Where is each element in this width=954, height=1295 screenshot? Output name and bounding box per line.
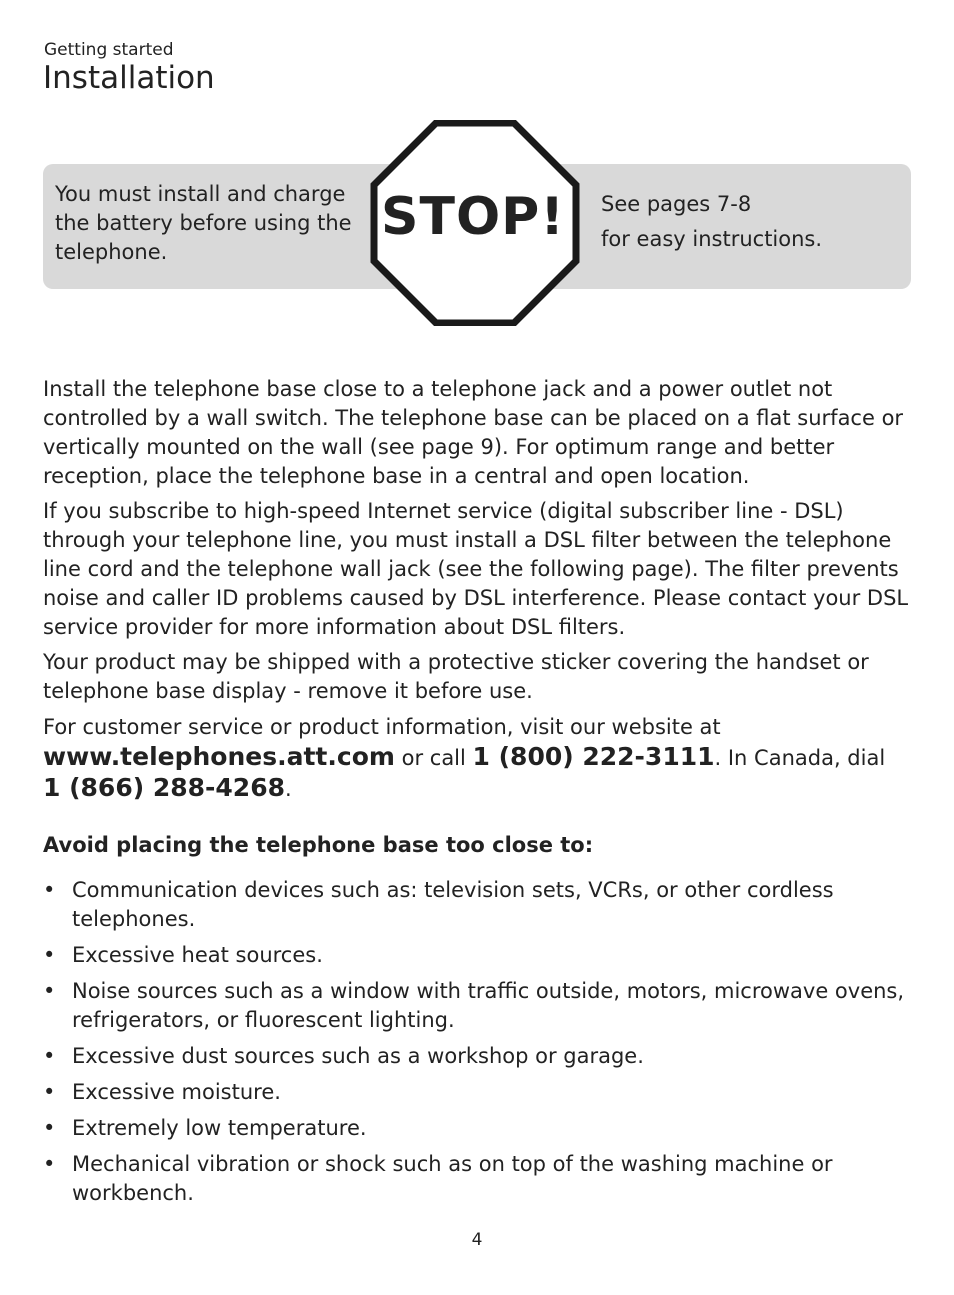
list-item-text: Noise sources such as a window with traffic outside, motors, microwave ovens, refrigerators, or fluorescent lighting. <box>72 979 905 1032</box>
list-item <box>43 1114 913 1143</box>
list-item-text: Excessive dust sources such as a workshop or garage. <box>72 1044 644 1068</box>
list-item <box>43 1150 913 1208</box>
bullet-icon: • <box>43 979 56 1003</box>
list-item <box>43 876 913 934</box>
list-item-text: Excessive moisture. <box>72 1080 281 1104</box>
page-title: Installation <box>43 60 215 96</box>
list-item <box>43 941 913 970</box>
list-item <box>43 1078 913 1107</box>
see-pages-line: See pages 7-8 <box>601 192 752 216</box>
see-pages-note <box>601 187 901 257</box>
list-item-text: Excessive heat sources. <box>72 943 323 967</box>
dsl-paragraph: If you subscribe to high-speed Internet service (digital subscriber line - DSL) through your telephone line, you must install a DSL filter between the telephone line cord and the telephone wall jack (see the following page). The filter prevents noise and caller ID problems caused by DSL interference. Please contact your DSL service provider for more information about DSL filters. <box>43 499 909 639</box>
avoid-list <box>43 876 913 1215</box>
contact-intro: For customer service or product information, visit our website at <box>43 715 721 739</box>
bullet-icon: • <box>43 1080 56 1104</box>
list-item <box>43 977 913 1035</box>
bullet-icon: • <box>43 1116 56 1140</box>
avoid-heading: Avoid placing the telephone base too close to: <box>43 833 594 857</box>
canada-phone-number: 1 (866) 288-4268 <box>43 773 285 802</box>
contact-paragraph <box>43 713 913 804</box>
list-item-text: Mechanical vibration or shock such as on top of the washing machine or workbench. <box>72 1152 833 1205</box>
us-phone-number: 1 (800) 222-3111 <box>472 742 715 771</box>
or-call-text: or call <box>394 746 473 770</box>
contact-end: . <box>284 777 292 801</box>
page-number: 4 <box>471 1230 483 1250</box>
bullet-icon: • <box>43 1152 56 1176</box>
placement-paragraph: Install the telephone base close to a telephone jack and a power outlet not controlled by a wall switch. The telephone base can be placed on a flat surface or vertically mounted on the wall (see page 9). For optimum range and better reception, place the telephone base in a central and open location. <box>43 377 904 488</box>
website-link[interactable]: www.telephones.att.com <box>43 742 395 771</box>
instructions-line: for easy instructions. <box>601 227 823 251</box>
bullet-icon: • <box>43 943 56 967</box>
section-label: Getting started <box>44 40 174 60</box>
bullet-icon: • <box>43 878 56 902</box>
battery-warning-text: You must install and charge the battery before using the telephone. <box>55 182 352 264</box>
canada-text: . In Canada, dial <box>714 746 886 770</box>
sticker-paragraph: Your product may be shipped with a protective sticker covering the handset or telephone base display - remove it before use. <box>43 650 869 703</box>
list-item-text: Extremely low temperature. <box>72 1116 367 1140</box>
list-item-text: Communication devices such as: television sets, VCRs, or other cordless telephones. <box>72 878 834 931</box>
stop-sign-text: STOP! <box>381 187 565 247</box>
bullet-icon: • <box>43 1044 56 1068</box>
list-item <box>43 1042 913 1071</box>
